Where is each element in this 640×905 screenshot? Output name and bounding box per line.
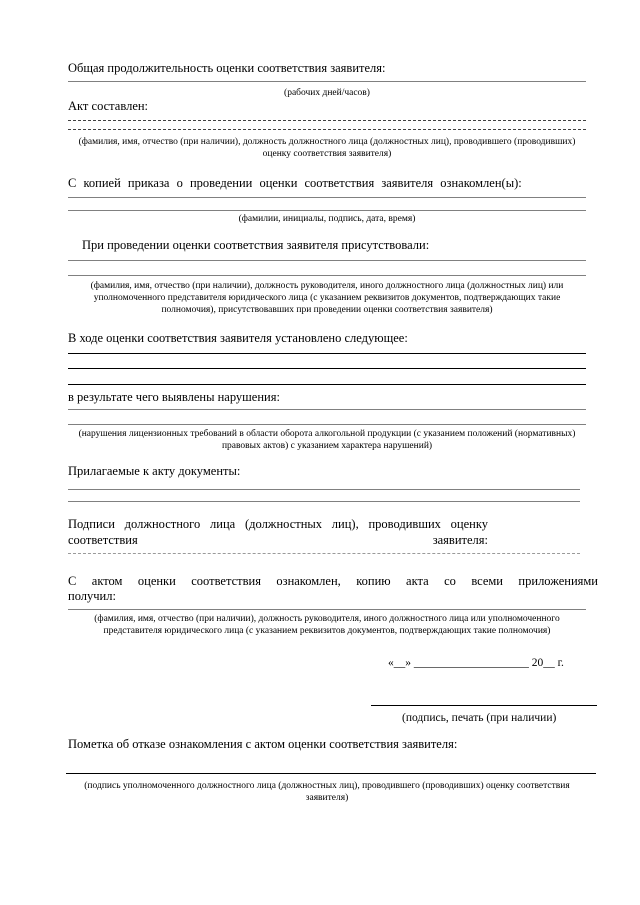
signatures-label: Подписи должностного лица (должностных лиц), проводивших оценку соответствия заявителя: — [68, 517, 488, 547]
order-copy-label: С копией приказа о проведении оценки соответствия заявителя ознакомлен(ы): — [68, 176, 522, 190]
refusal-caption: (подпись уполномоченного должностного лица (должностных лиц), проводившего (проводивших) оценку соответствия заявителя) — [84, 781, 570, 803]
present-line-2 — [68, 275, 586, 276]
signatures-line — [68, 553, 580, 554]
acquainted-caption: (фамилия, имя, отчество (при наличии), должность руководителя, иного должностного лица или уполномоченного представителя юридического лица (с указанием реквизитов документов, подтверждающих такие полномочия) — [94, 614, 560, 636]
violations-label: в результате чего выявлены нарушения: — [68, 390, 280, 404]
violations-caption: (нарушения лицензионных требований в области оборота алкогольной продукции (с указанием положений (нормативных) правовых актов) с указанием характера нарушений) — [78, 429, 576, 451]
refusal-line — [66, 773, 596, 774]
findings-line-1 — [68, 353, 586, 354]
order-copy-line-1 — [68, 197, 586, 198]
duration-caption: (рабочих дней/часов) — [284, 88, 370, 98]
refusal-label: Пометка об отказе ознакомления с актом оценки соответствия заявителя: — [68, 737, 458, 751]
present-label: При проведении оценки соответствия заявителя присутствовали: — [82, 238, 430, 252]
acquainted-line — [68, 609, 586, 610]
order-copy-caption: (фамилии, инициалы, подпись, дата, время) — [238, 214, 416, 224]
signature-caption: (подпись, печать (при наличии) — [402, 712, 557, 724]
acquainted-label-line-2: получил: — [68, 589, 116, 603]
act-compiled-label: Акт составлен: — [68, 99, 149, 113]
attachments-label: Прилагаемые к акту документы: — [68, 464, 241, 478]
acquainted-label-line-1: С актом оценки соответствия ознакомлен, копию акта со всеми приложениями — [68, 574, 598, 588]
act-compiled-caption: (фамилия, имя, отчество (при наличии), должность должностного лица (должностных лиц), проводившего (проводивших) оценку соответствия заявителя) — [78, 137, 576, 159]
attachments-line-1 — [68, 489, 580, 490]
present-line-1 — [68, 260, 586, 261]
findings-line-2 — [68, 368, 586, 369]
order-copy-line-2 — [68, 210, 586, 211]
document-page — [68, 0, 598, 905]
act-compiled-line-1 — [68, 120, 586, 121]
signature-line — [371, 705, 597, 706]
findings-label: В ходе оценки соответствия заявителя установлено следующее: — [68, 331, 408, 345]
present-caption: (фамилия, имя, отчество (при наличии), должность руководителя, иного должностного лица (должностных лиц) или уполномоченного представителя юридического лица (с указанием реквизитов документов, подтверждающих такие полномочия), присутствовавших при проведении оценки соответствия заявителя) — [90, 281, 564, 315]
duration-line — [68, 81, 586, 82]
duration-label: Общая продолжительность оценки соответствия заявителя: — [68, 61, 386, 75]
findings-line-3 — [68, 384, 586, 385]
attachments-line-2 — [68, 501, 580, 502]
violations-line-1 — [68, 409, 586, 410]
act-compiled-line-2 — [68, 129, 586, 130]
date-field: «__» ____________________ 20__ г. — [388, 657, 564, 669]
violations-line-2 — [68, 424, 586, 425]
